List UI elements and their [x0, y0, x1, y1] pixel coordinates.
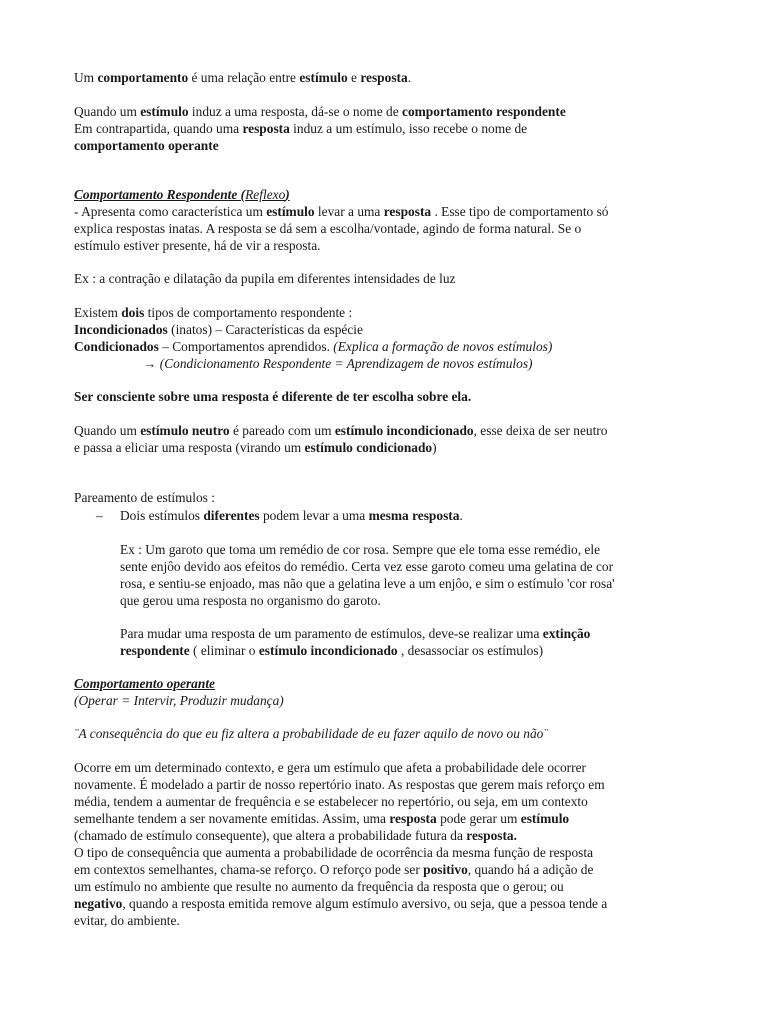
example2-line-3: rosa, e sentiu-se enjoado, mas não que a gelatina leve a um enjôo, e sim o estímulo 'cor rosa' — [120, 576, 615, 591]
neutro-line-2: e passa a eliciar uma resposta (virando um estímulo condicionado) — [74, 440, 437, 455]
extincao-line-2: respondente ( eliminar o estímulo incondicionado , desassociar os estímulos) — [120, 643, 544, 658]
intro-operante-line: Em contrapartida, quando uma resposta induz a um estímulo, isso recebe o nome de — [74, 121, 528, 136]
operante-line-4: semelhante tendem a ser novamente emitidas. Assim, uma resposta pode gerar um estímulo — [74, 811, 570, 826]
respondente-types-intro: Existem dois tipos de comportamento respondente : — [74, 305, 353, 320]
respondente-line-1: - Apresenta como característica um estímulo levar a uma resposta . Esse tipo de comportamento só — [74, 204, 609, 219]
neutro-line-1: Quando um estímulo neutro é pareado com um estímulo incondicionado, esse deixa de ser neutro — [74, 423, 608, 438]
operante-line-2: novamente. É modelado a partir de nosso repertório inato. As respostas que gerem mais reforço em — [74, 777, 605, 792]
example2-line-1: Ex : Um garoto que toma um remédio de cor rosa. Sempre que ele toma esse remédio, ele — [120, 542, 601, 557]
operante-line-8: um estímulo no ambiente que resulte no aumento da frequência da resposta que o gerou; ou — [74, 879, 564, 894]
respondente-line-3: estímulo estiver presente, há de vir a resposta. — [74, 238, 321, 253]
intro-respondente-line: Quando um estímulo induz a uma resposta, dá-se o nome de comportamento respondente — [74, 104, 566, 119]
operante-line-7: em contextos semelhantes, chama-se reforço. O reforço pode ser positivo, quando há a adição de — [74, 862, 594, 877]
condicionamento-note: → (Condicionamento Respondente = Aprendizagem de novos estímulos) — [143, 356, 533, 371]
type-condicionados: Condicionados – Comportamentos aprendidos. (Explica a formação de novos estímulos) — [74, 339, 553, 354]
operante-line-6: O tipo de consequência que aumenta a probabilidade de ocorrência da mesma função de resposta — [74, 845, 594, 860]
extincao-line-1: Para mudar uma resposta de um paramento de estímulos, deve-se realizar uma extinção — [120, 626, 591, 641]
operante-line-10: evitar, do ambiente. — [74, 913, 180, 928]
respondente-line-2: explica respostas inatas. A resposta se dá sem a escolha/vontade, agindo de forma natural. Se o — [74, 221, 582, 236]
consciente-statement: Ser consciente sobre uma resposta é diferente de ter escolha sobre ela. — [74, 389, 472, 404]
operante-line-1: Ocorre em um determinado contexto, e gera um estímulo que afeta a probabilidade dele ocorrer — [74, 760, 586, 775]
example2-line-2: sente enjôo devido aos efeitos do remédio. Certa vez esse garoto comeu uma gelatina de cor — [120, 559, 614, 574]
intro-operante-term: comportamento operante — [74, 138, 219, 153]
operante-subtitle: (Operar = Intervir, Produzir mudança) — [74, 693, 284, 708]
operante-line-5: (chamado de estímulo consequente), que altera a probabilidade futura da resposta. — [74, 828, 517, 843]
example2-line-4: que gerou uma resposta no organismo do garoto. — [120, 593, 381, 608]
respondente-example: Ex : a contração e dilatação da pupila em diferentes intensidades de luz — [74, 271, 456, 286]
type-incondicionados: Incondicionados (inatos) – Características da espécie — [74, 322, 363, 337]
heading-operante: Comportamento operante — [74, 676, 215, 691]
operante-line-3: média, tendem a aumentar de frequência e se estabelecer no repertório, ou seja, em um contexto — [74, 794, 588, 809]
pareamento-label: Pareamento de estímulos : — [74, 490, 215, 505]
pareamento-bullet-text: Dois estímulos diferentes podem levar a uma mesma resposta. — [120, 508, 463, 523]
heading-respondente: Comportamento Respondente (Reflexo) — [74, 187, 290, 202]
operante-line-9: negativo, quando a resposta emitida remove algum estímulo aversivo, ou seja, que a pessoa tende a — [74, 896, 608, 911]
operante-quote: ¨A consequência do que eu fiz altera a probabilidade de eu fazer aquilo de novo ou não¨ — [74, 726, 548, 741]
bullet-dash: – — [96, 508, 103, 523]
intro-definition: Um comportamento é uma relação entre estímulo e resposta. — [74, 70, 412, 85]
